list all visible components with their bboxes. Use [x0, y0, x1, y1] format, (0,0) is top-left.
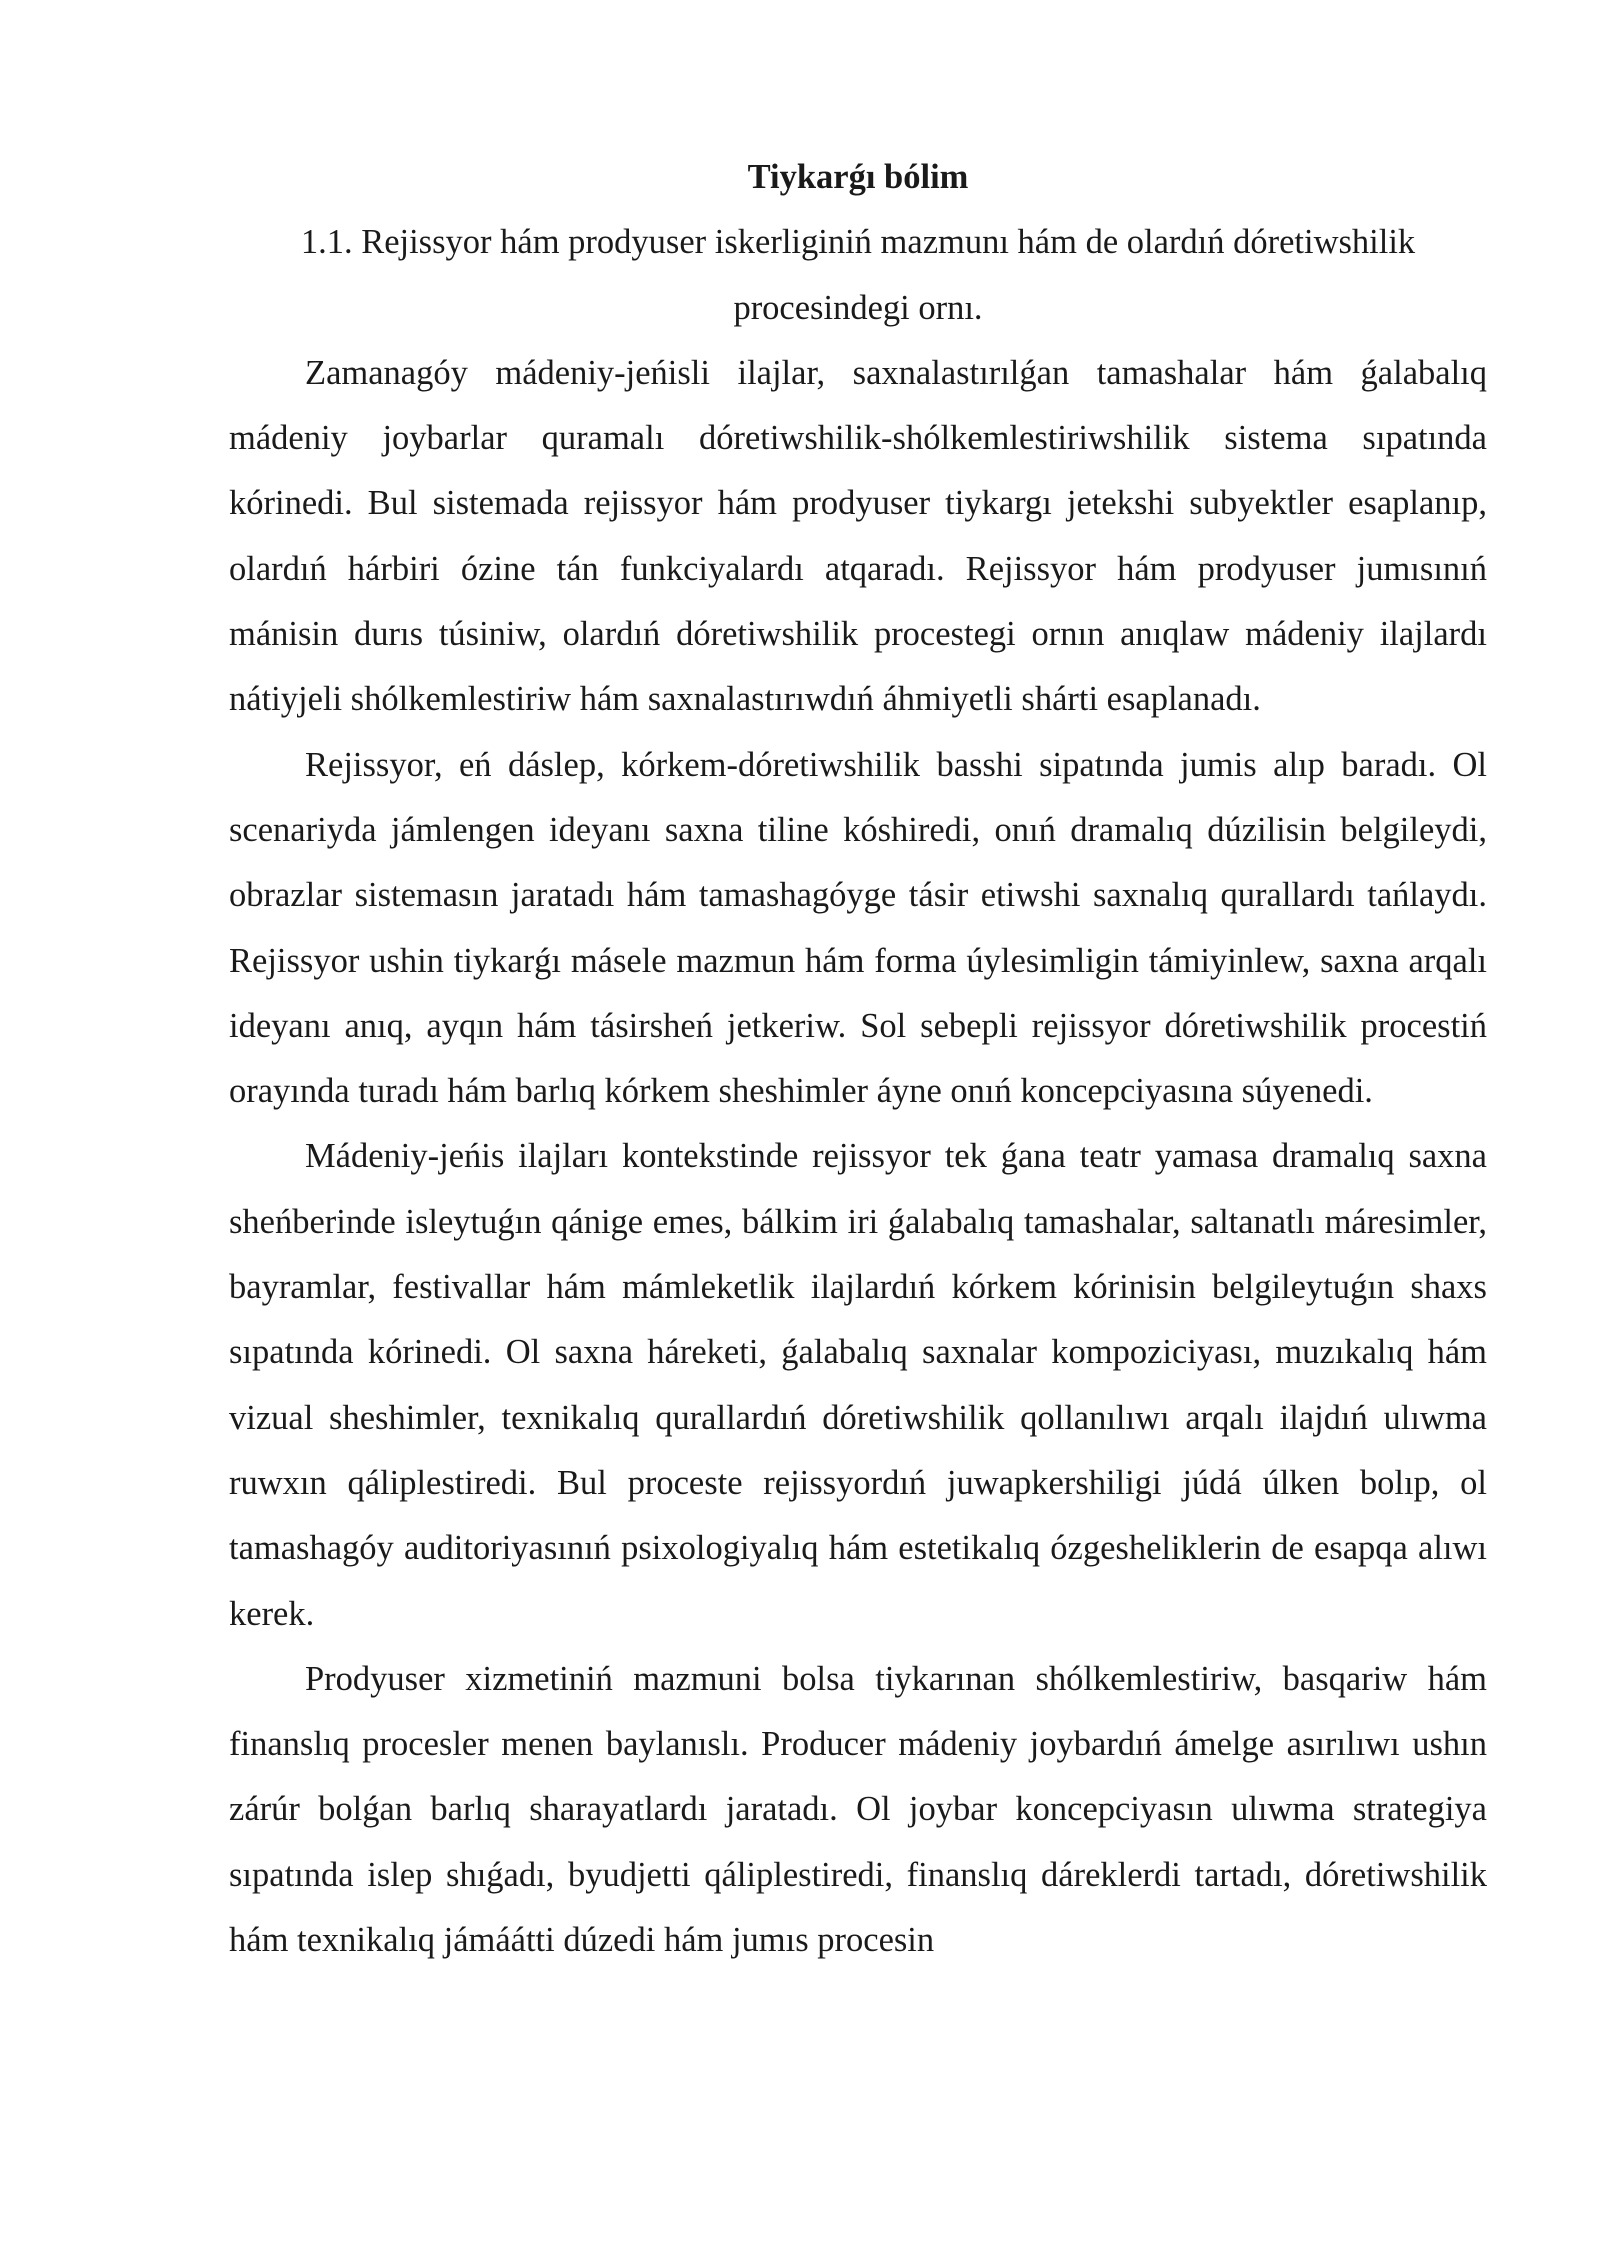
document-body [229, 145, 1487, 1973]
subsection-title: 1.1. Rejissyor hám prodyuser iskerliginiń mazmunı hám de olardıń dóretiwshilik procesindegi ornı. [300, 223, 1416, 327]
paragraph: Mádeniy-jeńis ilajları kontekstinde rejissyor tek ǵana teatr yamasa dramalıq saxna sheńberinde isleytuǵın qánige emes, bálkim iri ǵalabalıq tamashalar, saltanatlı máresimler, bayramlar, festivallar hám mámleketlik ilajlardıń kórkem kórinisin belgileytuǵın shaxs sıpatında kórinedi. Ol saxna háreketi, ǵalabalıq saxnalar kompoziciyası, muzıkalıq hám vizual sheshimler, texnikalıq qurallardıń dóretiwshilik qollanılıwı arqalı ilajdıń ulıwma ruwxın qáliplestiredi. Bul proceste rejissyordıń juwapkershiligi júdá úlken bolıp, ol tamashagóy auditoriyasınıń psixologiyalıq hám estetikalıq ózgesheliklerin de esapqa alıwı kerek. [229, 1137, 1487, 1633]
section-title: Tiykarǵı bólim [747, 158, 969, 196]
paragraph: Prodyuser xizmetiniń mazmuni bolsa tiykarınan shólkemlestiriw, basqariw hám finanslıq procesler menen baylanıslı. Producer mádeniy joybardıń ámelge asırılıwı ushın zárúr bolǵan barlıq sharayatlardı jaratadı. Ol joybar koncepciyasın ulıwma strategiya sıpatında islep shıǵadı, byudjetti qáliplestiredi, finanslıq dáreklerdi tartadı, dóretiwshilik hám texnikalıq jámáátti dúzedi hám jumıs procesin [229, 1659, 1487, 1960]
paragraph: Zamanagóy mádeniy-jeńisli ilajlar, saxnalastırılǵan tamashalar hám ǵalabalıq mádeniy joybarlar quramalı dóretiwshilik-shólkemlestiriwshilik sistema sıpatında kórinedi. Bul sistemada rejissyor hám prodyuser tiykargı jetekshi subyektler esaplanıp, olardıń hárbiri ózine tán funkciyalardı atqaradı. Rejissyor hám prodyuser jumısınıń mánisin durıs túsiniw, olardıń dóretiwshilik procestegi ornın anıqlaw mádeniy ilajlardı nátiyjeli shólkemlestiriw hám saxnalastırıwdıń áhmiyetli shárti esaplanadı. [229, 353, 1487, 719]
paragraph: Rejissyor, eń dáslep, kórkem-dóretiwshilik basshi sipatında jumis alıp baradı. Ol scenariyda jámlengen ideyanı saxna tiline kóshiredi, onıń dramalıq dúzilisin belgileydi, obrazlar sistemasın jaratadı hám tamashagóyge tásir etiwshi saxnalıq qurallardı tańlaydı. Rejissyor ushin tiykarǵı másele mazmun hám forma úylesimligin támiyinlew, saxna arqalı ideyanı anıq, ayqın hám tásirsheń jetkeriw. Sol sebepli rejissyor dóretiwshilik procestiń orayında turadı hám barlıq kórkem sheshimler áyne onıń koncepciyasına súyenedi. [229, 745, 1487, 1111]
